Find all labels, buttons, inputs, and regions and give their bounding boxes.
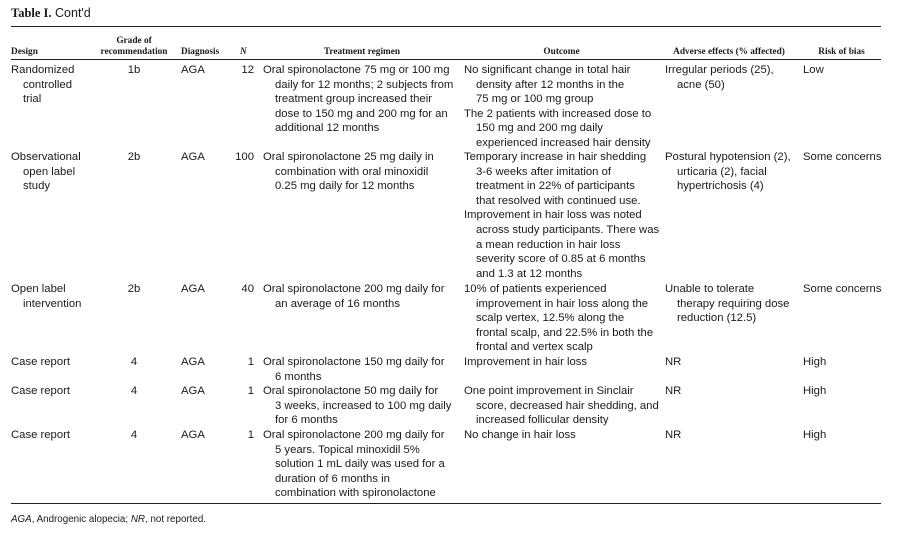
treatment-line: Oral spironolactone 50 mg daily for xyxy=(263,385,439,397)
outcome-line: No change in hair loss xyxy=(464,429,576,441)
header-grade-line1: Grade of xyxy=(116,36,152,46)
outcome-line: Temporary increase in hair shedding xyxy=(464,151,647,163)
header-n: N xyxy=(240,47,247,57)
cell-outcome xyxy=(464,384,662,428)
cell-design xyxy=(11,63,91,107)
cell-risk: High xyxy=(803,385,827,397)
treatment-line: combination with oral minoxidil xyxy=(275,165,429,178)
design-line: open label xyxy=(23,165,76,178)
cell-n: 40 xyxy=(241,283,254,295)
cell-diagnosis: AGA xyxy=(181,283,205,295)
outcome-line: score, decreased hair shedding, and xyxy=(476,399,659,412)
cell-treatment xyxy=(263,63,461,136)
cell-adverse xyxy=(665,282,800,326)
cell-n: 100 xyxy=(235,151,254,163)
cell-diagnosis: AGA xyxy=(181,356,205,368)
outcome-line: frontal scalp, and 22.5% in both the xyxy=(476,326,654,339)
cell-design xyxy=(11,355,91,370)
cell-adverse xyxy=(665,63,800,92)
design-line: Observational xyxy=(11,151,81,163)
design-line: trial xyxy=(23,93,42,106)
treatment-line: combination with spironolactone xyxy=(275,487,436,500)
outcome-line: 10% of patients experienced xyxy=(464,283,607,295)
adverse-line: acne (50) xyxy=(677,78,725,91)
treatment-line: treatment group increased their xyxy=(275,93,432,106)
outcome-line: Improvement in hair loss xyxy=(464,356,588,368)
cell-adverse xyxy=(665,150,800,194)
footnote-def-aga: , Androgenic alopecia; xyxy=(31,514,131,525)
design-line: controlled xyxy=(23,78,72,91)
cell-design xyxy=(11,428,91,443)
cell-adverse xyxy=(665,428,800,443)
outcome-line: 150 mg and 200 mg daily xyxy=(476,122,603,135)
cell-risk: Some concerns xyxy=(803,151,882,163)
cell-grade: 4 xyxy=(130,356,138,368)
cell-outcome xyxy=(464,63,662,151)
outcome-line: Improvement in hair loss was noted xyxy=(464,209,642,222)
treatment-line: Oral spironolactone 200 mg daily for xyxy=(263,283,445,295)
table-label: Table I. xyxy=(11,6,52,20)
cell-adverse xyxy=(665,384,800,399)
cell-design xyxy=(11,384,91,399)
design-line: Case report xyxy=(11,385,71,397)
outcome-line: treatment in 22% of participants xyxy=(476,180,635,193)
cell-diagnosis: AGA xyxy=(181,64,205,76)
outcome-line: scalp vertex, 12.5% along the xyxy=(476,312,625,325)
cell-treatment xyxy=(263,355,461,384)
outcome-line: across study participants. There was xyxy=(476,223,660,236)
cell-treatment xyxy=(263,282,461,311)
header-treatment: Treatment regimen xyxy=(323,47,401,57)
design-line: Case report xyxy=(11,429,71,441)
footnote-abbr-aga: AGA xyxy=(11,514,32,525)
cell-grade: 4 xyxy=(130,429,138,441)
cell-n: 12 xyxy=(241,64,254,76)
footnote-abbr-nr: NR xyxy=(130,514,145,525)
cell-diagnosis: AGA xyxy=(181,151,205,163)
treatment-line: solution 1 mL daily was used for a xyxy=(275,458,445,471)
adverse-line: reduction (12.5) xyxy=(677,312,757,325)
adverse-line: Unable to tolerate xyxy=(665,283,755,295)
treatment-line: Oral spironolactone 150 mg daily for xyxy=(263,356,445,368)
cell-risk: High xyxy=(803,429,827,441)
table-title: Cont'd xyxy=(55,6,91,20)
design-line: intervention xyxy=(23,297,82,310)
outcome-line: increased follicular density xyxy=(476,414,609,427)
header-grade-line2: recommendation xyxy=(100,47,168,57)
cell-treatment xyxy=(263,384,461,428)
cell-treatment xyxy=(263,150,461,194)
table-footnote xyxy=(11,514,206,525)
cell-grade: 2b xyxy=(127,283,141,295)
adverse-line: hypertrichosis (4) xyxy=(677,180,764,193)
adverse-line: NR xyxy=(665,429,682,441)
cell-n: 1 xyxy=(247,385,254,397)
cell-outcome xyxy=(464,150,662,281)
treatment-line: Oral spironolactone 200 mg daily for xyxy=(263,429,445,441)
cell-grade: 1b xyxy=(127,64,141,76)
header-outcome: Outcome xyxy=(543,47,580,57)
design-line: Open label xyxy=(11,283,66,295)
header-adverse: Adverse effects (% affected) xyxy=(673,47,785,57)
treatment-line: Oral spironolactone 25 mg daily in xyxy=(263,151,434,163)
treatment-line: for 6 months xyxy=(275,414,338,427)
table-caption xyxy=(11,6,91,21)
adverse-line: Irregular periods (25), xyxy=(665,64,774,76)
cell-risk: High xyxy=(803,356,827,368)
cell-risk: Some concerns xyxy=(803,283,882,295)
header-diagnosis: Diagnosis xyxy=(181,47,220,57)
cell-treatment xyxy=(263,428,461,501)
cell-design xyxy=(11,150,91,194)
treatment-line: daily for 12 months; 2 subjects from xyxy=(275,78,454,91)
table-bottom-rule xyxy=(11,503,881,504)
cell-risk: Low xyxy=(803,64,824,76)
outcome-line: frontal and vertex scalp xyxy=(476,341,593,354)
outcome-line: 75 mg or 100 mg group xyxy=(476,93,594,106)
cell-outcome xyxy=(464,355,662,370)
treatment-line: an average of 16 months xyxy=(275,297,400,310)
cell-adverse xyxy=(665,355,800,370)
cell-outcome xyxy=(464,282,662,355)
cell-outcome xyxy=(464,428,662,443)
treatment-line: dose to 150 mg and 200 mg for an xyxy=(275,107,448,120)
outcome-line: One point improvement in Sinclair xyxy=(464,385,634,397)
treatment-line: 0.25 mg daily for 12 months xyxy=(275,180,415,193)
adverse-line: Postural hypotension (2), xyxy=(665,151,791,163)
table-header-rule xyxy=(11,59,881,60)
outcome-line: 3-6 weeks after imitation of xyxy=(476,165,611,178)
outcome-line: that resolved with continued use. xyxy=(476,194,641,207)
outcome-line: No significant change in total hair xyxy=(464,64,631,76)
cell-diagnosis: AGA xyxy=(181,429,205,441)
cell-design xyxy=(11,282,91,311)
treatment-line: 3 weeks, increased to 100 mg daily xyxy=(275,399,452,412)
cell-grade: 4 xyxy=(130,385,138,397)
design-line: Case report xyxy=(11,356,71,368)
adverse-line: NR xyxy=(665,385,682,397)
treatment-line: Oral spironolactone 75 mg or 100 mg xyxy=(263,64,450,76)
cell-n: 1 xyxy=(247,356,254,368)
outcome-line: improvement in hair loss along the xyxy=(476,297,649,310)
cell-grade: 2b xyxy=(127,151,141,163)
table-top-rule xyxy=(11,26,881,27)
treatment-line: 6 months xyxy=(275,370,322,383)
adverse-line: urticaria (2), facial xyxy=(677,165,767,178)
footnote-def-nr: , not reported. xyxy=(145,514,206,525)
header-grade xyxy=(92,36,176,58)
treatment-line: additional 12 months xyxy=(275,122,380,135)
design-line: Randomized xyxy=(11,64,75,76)
outcome-line: The 2 patients with increased dose to xyxy=(464,107,652,120)
cell-n: 1 xyxy=(247,429,254,441)
treatment-line: 5 years. Topical minoxidil 5% xyxy=(275,443,420,456)
header-design: Design xyxy=(11,47,38,57)
design-line: study xyxy=(23,180,51,193)
outcome-line: density after 12 months in the xyxy=(476,78,625,91)
treatment-line: duration of 6 months in xyxy=(275,472,390,485)
adverse-line: therapy requiring dose xyxy=(677,297,790,310)
adverse-line: NR xyxy=(665,356,682,368)
outcome-line: a mean reduction in hair loss xyxy=(476,238,621,251)
outcome-line: experienced increased hair density xyxy=(476,136,651,149)
cell-diagnosis: AGA xyxy=(181,385,205,397)
header-risk: Risk of bias xyxy=(818,47,865,57)
outcome-line: severity score of 0.85 at 6 months xyxy=(476,253,646,266)
outcome-line: and 1.3 at 12 months xyxy=(476,267,583,280)
